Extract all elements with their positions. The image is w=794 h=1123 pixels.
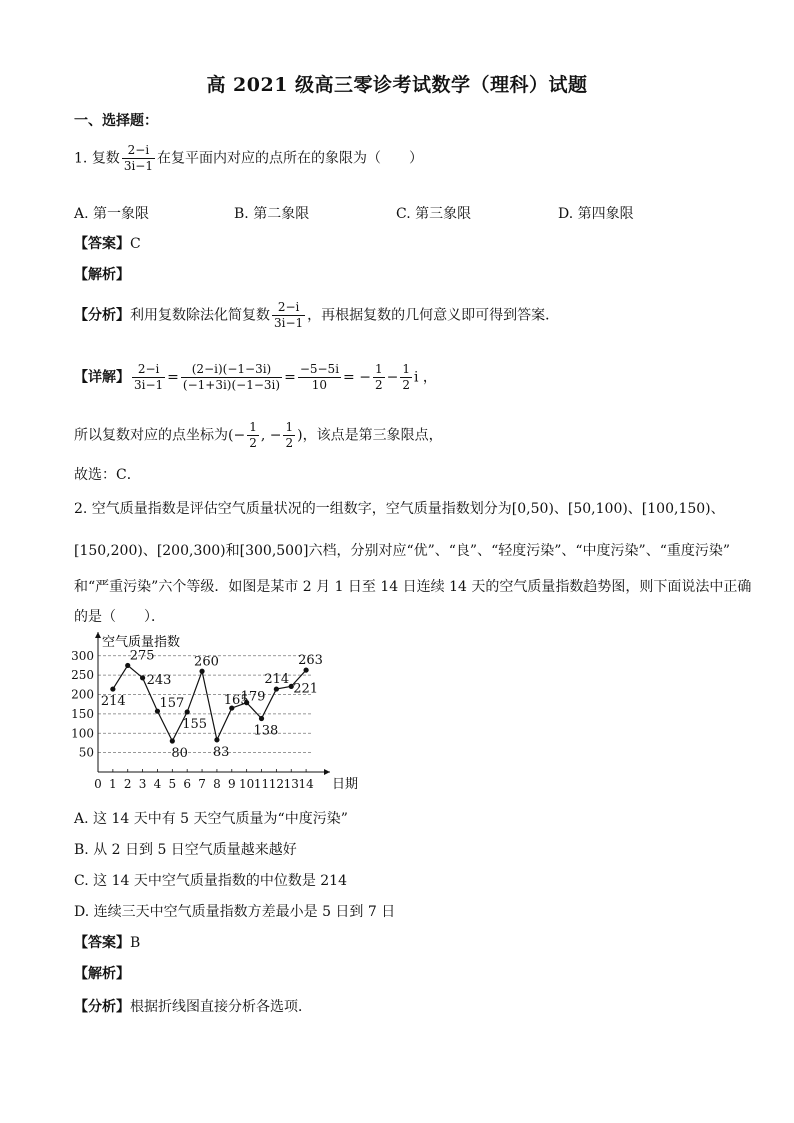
coord-frac-1-den: 2 <box>249 436 257 450</box>
data-point <box>199 669 204 674</box>
q2-line-2: [150,200)、[200,300)和[300,500]六档，分别对应“优”、“良”、“轻度污染”、“中度污染”、“重度污染” <box>74 543 731 559</box>
x-axis-arrow <box>324 769 330 775</box>
q1-fraction <box>122 143 155 174</box>
y-tick-label: 250 <box>71 668 94 683</box>
q2-fenxi-text: 根据折线图直接分析各选项． <box>130 999 312 1015</box>
x-tick-label: 6 <box>183 777 192 791</box>
data-label: 221 <box>293 681 319 697</box>
q2-analysis-tag: 【解析】 <box>74 966 130 982</box>
answer-tag: 【答案】 <box>74 236 130 252</box>
chart-y-label: 空气质量指数 <box>102 635 181 650</box>
q2-answer-value: B <box>130 935 141 951</box>
q1-option-b: B. 第二象限 <box>234 206 310 222</box>
coord-close: ) <box>297 427 303 444</box>
x-tick-label: 13 <box>283 777 299 791</box>
x-tick-label: 3 <box>138 777 147 791</box>
question-1 <box>74 143 423 174</box>
x-tick-label: 5 <box>168 777 177 791</box>
y-tick-label: 100 <box>71 726 94 741</box>
q1-option-a: A. 第一象限 <box>74 206 150 222</box>
q2-option-b: B. 从 2 日到 5 日空气质量越来越好 <box>74 842 297 858</box>
fenxi-tag: 【分析】 <box>74 307 130 324</box>
detail-frac-4-num: 1 <box>374 362 383 376</box>
q2-option-c: C. 这 14 天中空气质量指数的中位数是 214 <box>74 873 347 889</box>
q2-line-4: 的是（ ）． <box>74 609 165 625</box>
detail-frac-3-num: −5−5i <box>299 362 340 376</box>
detail-frac-1-num: 2−i <box>132 362 165 378</box>
data-label: 214 <box>100 694 126 710</box>
fenxi-frac-den: 3i−1 <box>274 316 304 330</box>
x-tick-label: 10 <box>239 777 255 791</box>
data-point <box>304 667 309 672</box>
q2-option-a: A. 这 14 天中有 5 天空气质量为“中度污染” <box>74 811 348 827</box>
data-point <box>214 737 219 742</box>
data-label: 155 <box>182 716 208 732</box>
x-tick-label: 12 <box>268 777 285 791</box>
x-tick-label: 1 <box>109 777 117 791</box>
q1-number: 1. <box>74 150 88 167</box>
answer-value: C <box>130 236 141 252</box>
aqi-chart-svg <box>62 632 359 798</box>
data-label: 83 <box>212 744 230 760</box>
data-label: 214 <box>264 672 290 688</box>
data-point <box>140 675 145 680</box>
y-tick-label: 50 <box>78 745 94 760</box>
aqi-chart <box>62 632 359 798</box>
coord-frac-1-num: 1 <box>249 420 257 434</box>
fenxi-fraction <box>272 300 305 331</box>
data-point <box>110 686 115 691</box>
data-point <box>259 716 264 721</box>
q1-answer <box>74 233 141 253</box>
data-label: 260 <box>194 654 219 670</box>
detail-frac-5-den: 2 <box>402 378 410 392</box>
q1-frac-num: 2−i <box>122 143 155 159</box>
q2-answer <box>74 932 140 952</box>
fenxi-frac-num: 2−i <box>272 300 305 316</box>
coord-open: (− <box>228 427 246 444</box>
q2-line-1: 2. 空气质量指数是评估空气质量状况的一组数字，空气质量指数划分为[0,50)、[50,100)、[100,150)、 <box>74 501 725 517</box>
page-title: 高 2021 级高三零诊考试数学（理科）试题 <box>206 74 588 96</box>
data-label: 179 <box>240 689 266 705</box>
detail-frac-3 <box>298 362 341 393</box>
x-tick-label: 14 <box>298 777 314 791</box>
section-heading: 一、选择题： <box>74 113 158 129</box>
q1-detail <box>74 362 437 393</box>
detail-frac-1-den: 3i−1 <box>134 378 164 392</box>
x-tick-label: 8 <box>213 777 221 791</box>
q1-prefix: 复数 <box>91 150 120 167</box>
coord-frac-1 <box>247 420 259 451</box>
data-label: 80 <box>171 746 188 761</box>
x-tick-label: 9 <box>227 777 236 791</box>
detail-frac-2-num: (2−i)(−1−3i) <box>181 362 282 378</box>
data-label: 138 <box>253 723 279 739</box>
q1-analysis-tag: 【解析】 <box>74 267 130 283</box>
detail-eq-3: = − <box>343 369 371 386</box>
coord-pre: 所以复数对应的点坐标为 <box>74 427 228 444</box>
q2-fenxi-tag: 【分析】 <box>74 999 130 1015</box>
coord-frac-2 <box>283 420 295 451</box>
q2-line-3: 和“严重污染”六个等级．如图是某市 2 月 1 日至 14 日连续 14 天的空气质量指数趋势图，则下面说法中正确 <box>74 579 752 595</box>
fenxi-pre: 利用复数除法化简复数 <box>130 307 270 324</box>
coord-post: ，该点是第三象限点， <box>302 427 443 444</box>
q1-option-d: D. 第四象限 <box>558 206 634 222</box>
data-point <box>125 663 130 668</box>
data-label: 243 <box>146 672 172 688</box>
chart-grid <box>98 656 312 753</box>
q1-fenxi <box>74 300 559 331</box>
x-tick-label: 4 <box>153 777 162 791</box>
detail-frac-5 <box>400 362 412 393</box>
detail-tag: 【详解】 <box>74 369 130 386</box>
chart-data-labels <box>101 648 323 761</box>
q1-frac-den: 3i−1 <box>123 159 153 173</box>
q2-fenxi <box>74 996 312 1016</box>
x-tick-label: 11 <box>253 777 270 791</box>
x-tick-label: 2 <box>123 777 132 791</box>
data-label: 157 <box>159 696 185 712</box>
detail-frac-3-den: 10 <box>311 378 328 392</box>
detail-eq-2: = <box>284 369 296 386</box>
detail-frac-2 <box>181 362 282 393</box>
data-label: 275 <box>129 648 155 664</box>
detail-end: i ， <box>413 369 437 386</box>
q2-answer-tag: 【答案】 <box>74 935 130 951</box>
y-axis-arrow <box>95 632 101 638</box>
fenxi-post: ，再根据复数的几何意义即可得到答案． <box>307 307 560 324</box>
data-point <box>185 709 190 714</box>
coord-frac-2-den: 2 <box>285 436 294 450</box>
x-tick-label: 0 <box>94 777 102 791</box>
detail-frac-4-den: 2 <box>374 378 383 392</box>
q1-suffix: 在复平面内对应的点所在的象限为（ ） <box>156 150 423 167</box>
q2-option-d: D. 连续三天中空气质量指数方差最小是 5 日到 7 日 <box>74 904 396 920</box>
q1-conclusion: 故选：C． <box>74 467 141 483</box>
coord-mid: , − <box>260 427 282 444</box>
detail-frac-5-num: 1 <box>402 362 410 376</box>
q1-coordinate <box>74 420 443 451</box>
data-label: 165 <box>223 693 249 709</box>
data-label: 263 <box>298 653 323 669</box>
data-point <box>170 738 175 743</box>
y-tick-label: 200 <box>71 687 94 702</box>
chart-x-label: 日期 <box>332 777 359 792</box>
x-tick-label: 7 <box>198 777 206 791</box>
detail-eq-1: = <box>167 369 179 386</box>
detail-frac-1 <box>132 362 165 393</box>
detail-frac-4 <box>373 362 385 393</box>
coord-frac-2-num: 1 <box>285 420 294 434</box>
y-tick-label: 150 <box>71 706 94 721</box>
data-point <box>274 686 279 691</box>
detail-eq-4: − <box>386 369 399 386</box>
detail-frac-2-den: (−1+3i)(−1−3i) <box>182 378 281 392</box>
q1-option-c: C. 第三象限 <box>396 206 472 222</box>
y-tick-label: 300 <box>71 648 94 663</box>
